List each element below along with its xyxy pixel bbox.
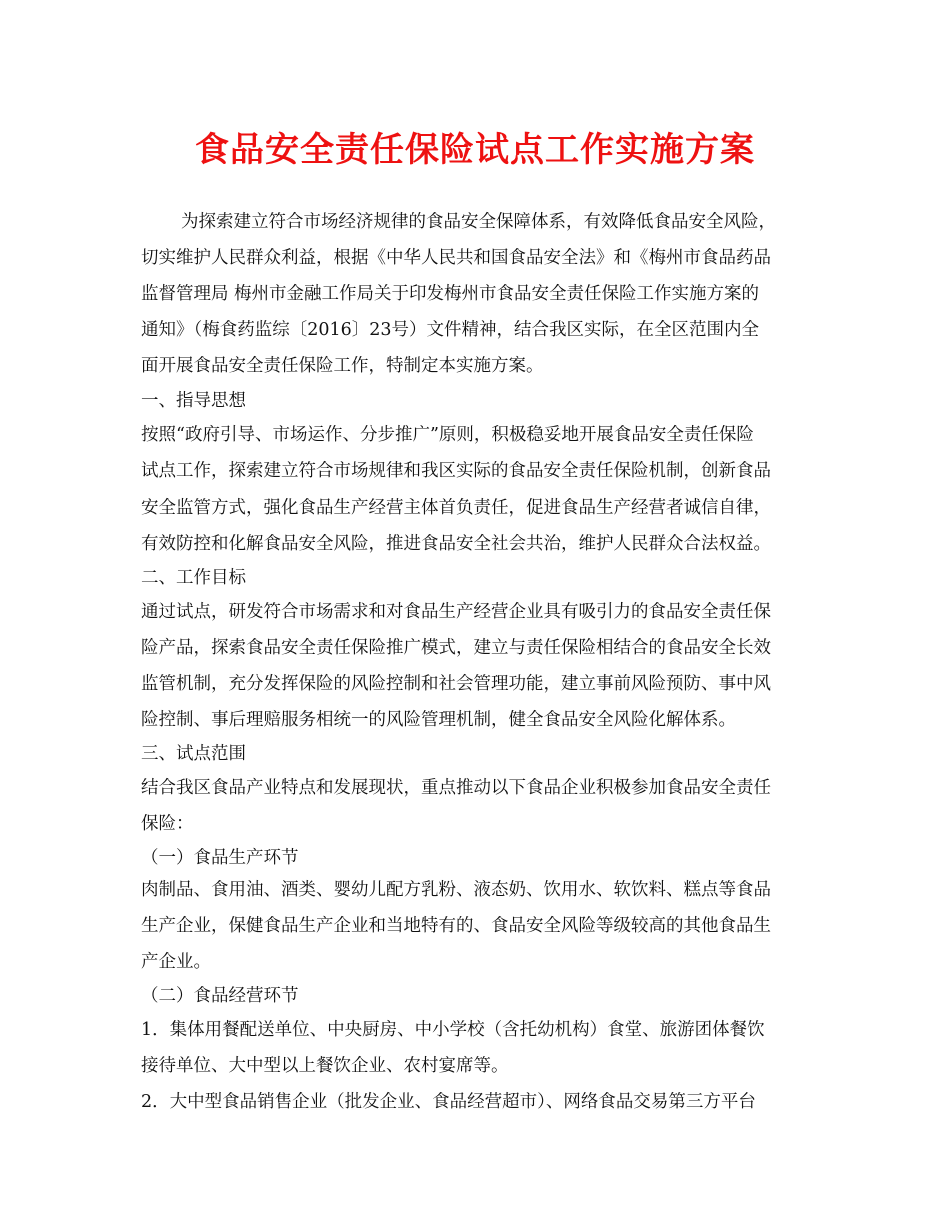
paragraph-line: 肉制品、食用油、酒类、婴幼儿配方乳粉、液态奶、饮用水、软饮料、糕点等食品 [141,880,771,900]
section-heading: 二、工作目标 [141,568,246,588]
paragraph-line: 有效防控和化解食品安全风险，推进食品安全社会共治，维护人民群众合法权益。 [141,534,771,554]
paragraph-line: 通知》（梅食药监综〔2016〕23号）文件精神，结合我区实际，在全区范围内全 [141,320,760,340]
paragraph-line: 为探索建立符合市场经济规律的食品安全保障体系，有效降低食品安全风险， [181,212,776,232]
paragraph-line: 面开展食品安全责任保险工作，特制定本实施方案。 [141,356,544,376]
document-title: 食品安全责任保险试点工作实施方案 [195,130,755,170]
list-item: 1．集体用餐配送单位、中央厨房、中小学校（含托幼机构）食堂、旅游团体餐饮 [141,1020,765,1040]
paragraph-line: 通过试点，研发符合市场需求和对食品生产经营企业具有吸引力的食品安全责任保 [141,602,771,622]
list-item-continuation: 接待单位、大中型以上餐饮企业、农村宴席等。 [141,1056,509,1076]
paragraph-line: 按照“政府引导、市场运作、分步推广”原则，积极稳妥地开展食品安全责任保险 [141,425,754,445]
paragraph-line: 险产品，探索食品安全责任保险推广模式，建立与责任保险相结合的食品安全长效 [141,638,771,658]
subsection-heading: （二）食品经营环节 [141,986,299,1006]
paragraph-line: 险控制、事后理赔服务相统一的风险管理机制，健全食品安全风险化解体系。 [141,710,736,730]
section-heading: 一、指导思想 [141,391,246,411]
paragraph-line: 监管机制，充分发挥保险的风险控制和社会管理功能，建立事前风险预防、事中风 [141,674,771,694]
paragraph-line: 切实维护人民群众利益，根据《中华人民共和国食品安全法》和《梅州市食品药品 [141,248,771,268]
section-heading: 三、试点范围 [141,744,246,764]
paragraph-line: 试点工作，探索建立符合市场规律和我区实际的食品安全责任保险机制，创新食品 [141,461,771,481]
paragraph-line: 保险： [141,814,194,834]
paragraph-line: 安全监管方式，强化食品生产经营主体首负责任，促进食品生产经营者诚信自律， [141,498,771,518]
paragraph-line: 生产企业，保健食品生产企业和当地特有的、食品安全风险等级较高的其他食品生 [141,916,771,936]
list-item: 2．大中型食品销售企业（批发企业、食品经营超市）、网络食品交易第三方平台 [141,1092,756,1112]
subsection-heading: （一）食品生产环节 [141,848,299,868]
paragraph-line: 结合我区食品产业特点和发展现状，重点推动以下食品企业积极参加食品安全责任 [141,778,771,798]
paragraph-line: 产企业。 [141,952,211,972]
paragraph-line: 监督管理局 梅州市金融工作局关于印发梅州市食品安全责任保险工作实施方案的 [141,284,760,304]
